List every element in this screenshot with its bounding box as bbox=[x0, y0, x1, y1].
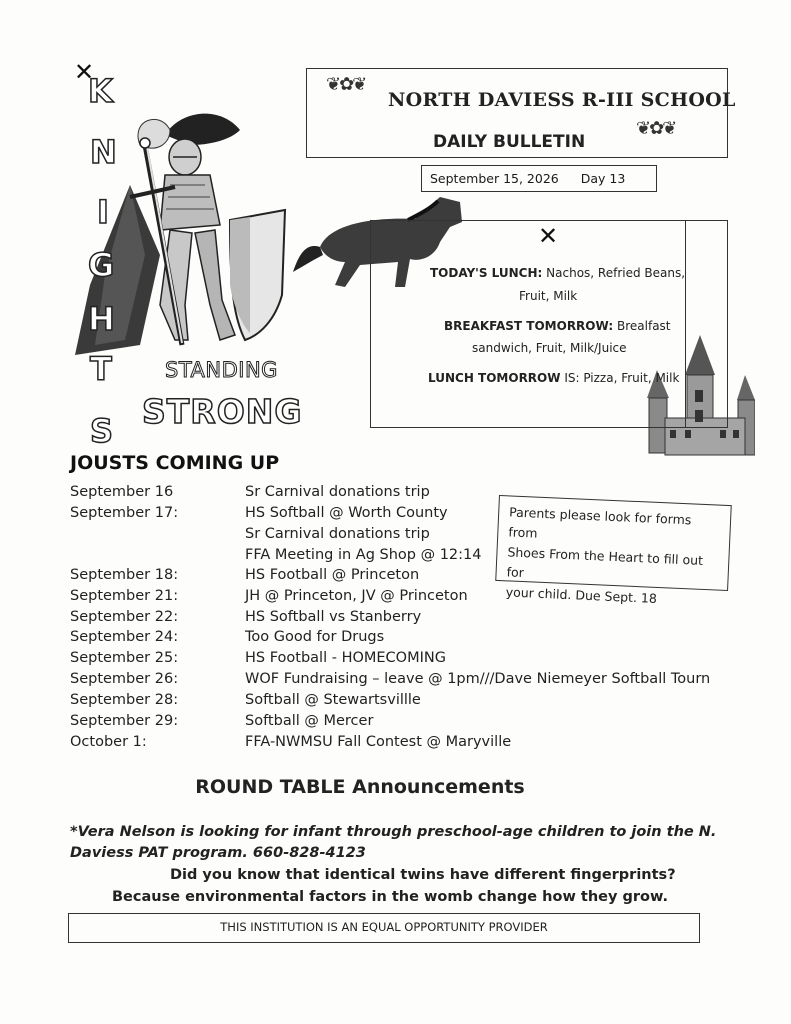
event-description: Softball @ Stewartsvillle bbox=[245, 692, 421, 708]
event-description: WOF Fundraising – leave @ 1pm///Dave Niemeyer Softball Tourn bbox=[245, 671, 711, 687]
today-lunch bbox=[430, 266, 685, 280]
event-date: September 24: bbox=[70, 629, 179, 645]
lunch-tomorrow-label: LUNCH TOMORROW bbox=[428, 371, 561, 385]
event-description: JH @ Princeton, JV @ Princeton bbox=[245, 588, 468, 604]
event-date: September 21: bbox=[70, 588, 179, 604]
event-description: HS Softball vs Stanberry bbox=[245, 609, 422, 625]
event-date: September 28: bbox=[70, 692, 179, 708]
event-description: Softball @ Mercer bbox=[245, 713, 374, 729]
event-date: September 16 bbox=[70, 484, 174, 500]
event-description: FFA-NWMSU Fall Contest @ Maryville bbox=[245, 734, 512, 750]
knights-letter-i: I bbox=[97, 193, 109, 231]
parent-note-line: Parents please look for forms from bbox=[508, 504, 692, 541]
announcement-fun-fact: Did you know that identical twins have different fingerprints? Because environmental factors in the womb change how they grow. bbox=[112, 867, 676, 905]
header-ornament-left: ❦✿❦ bbox=[326, 74, 366, 95]
school-day: Day 13 bbox=[580, 171, 626, 186]
knights-letter-k: K bbox=[88, 72, 113, 110]
event-date: September 22: bbox=[70, 609, 179, 625]
school-name: NORTH DAVIESS R-III SCHOOL bbox=[388, 89, 736, 111]
knights-letter-n: N bbox=[90, 133, 117, 171]
breakfast-items: Brealfast bbox=[617, 319, 671, 333]
standing-text: STANDING bbox=[165, 358, 278, 382]
event-description: HS Softball @ Worth County bbox=[245, 505, 448, 521]
event-date: September 17: bbox=[70, 505, 179, 521]
date-box bbox=[421, 165, 657, 192]
knights-letter-s: S bbox=[90, 412, 114, 450]
parent-note bbox=[495, 495, 732, 606]
event-description: Sr Carnival donations trip bbox=[245, 484, 430, 500]
event-description: Too Good for Drugs bbox=[245, 629, 385, 645]
bulletin-date: September 15, 2026 bbox=[430, 171, 559, 186]
knights-letter-h: H bbox=[88, 300, 115, 338]
event-date: September 29: bbox=[70, 713, 179, 729]
lunch-tomorrow bbox=[428, 371, 679, 385]
parent-note-line: your child. Due Sept. 18 bbox=[505, 584, 658, 606]
announcement-pat-program: *Vera Nelson is looking for infant through preschool-age children to join the N. Daviess PAT program. 660-828-4123 bbox=[70, 824, 717, 861]
event-date: September 26: bbox=[70, 671, 179, 687]
lunch-tomorrow-items: IS: Pizza, Fruit, Milk bbox=[564, 371, 680, 385]
event-date: October 1: bbox=[70, 734, 147, 750]
strong-text: STRONG bbox=[142, 392, 303, 431]
event-date: September 18: bbox=[70, 567, 179, 583]
event-description: FFA Meeting in Ag Shop @ 12:14 bbox=[245, 547, 482, 563]
utensils-icon: ✕ bbox=[74, 58, 95, 86]
breakfast-items-cont: sandwich, Fruit, Milk/Juice bbox=[472, 341, 627, 355]
knights-letter-g: G bbox=[88, 246, 115, 284]
knights-letter-t: T bbox=[90, 350, 112, 388]
event-description: Sr Carnival donations trip bbox=[245, 526, 430, 542]
parent-note-line: Shoes From the Heart to fill out for bbox=[506, 544, 704, 581]
event-date: September 25: bbox=[70, 650, 179, 666]
today-lunch-label: TODAY'S LUNCH: bbox=[430, 266, 543, 280]
equal-opportunity-footer: THIS INSTITUTION IS AN EQUAL OPPORTUNITY PROVIDER bbox=[68, 913, 700, 943]
today-lunch-items-cont: Fruit, Milk bbox=[519, 289, 578, 303]
today-lunch-items: Nachos, Refried Beans, bbox=[546, 266, 686, 280]
event-description: HS Football @ Princeton bbox=[245, 567, 420, 583]
breakfast-label: BREAKFAST TOMORROW: bbox=[444, 319, 614, 333]
header-ornament-right: ❦✿❦ bbox=[636, 118, 676, 139]
announcements-heading: ROUND TABLE Announcements bbox=[195, 776, 525, 798]
breakfast-tomorrow bbox=[444, 319, 671, 333]
menu-box-divider bbox=[685, 220, 686, 428]
utensils-icon: ✕ bbox=[538, 222, 559, 250]
event-description: HS Football - HOMECOMING bbox=[245, 650, 446, 666]
bulletin-title: DAILY BULLETIN bbox=[433, 132, 586, 152]
events-heading: JOUSTS COMING UP bbox=[70, 452, 280, 474]
